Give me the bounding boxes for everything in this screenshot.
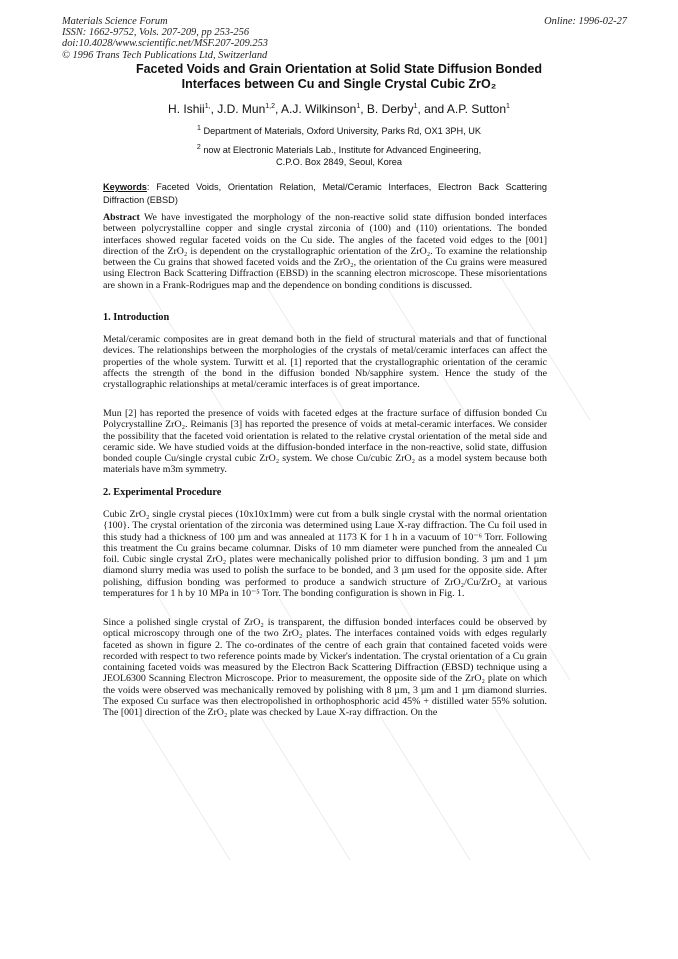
experimental-paragraph-1: Cubic ZrO₂ single crystal pieces (10x10x1mm) were cut from a bulk single crystal with the normal orientation {100}. The crystal orientation of the zirconia was determined using Laue X-ray diffraction. The Cu foil used in this study had a thickness of 100 µm and was annealed at 1173 K for 1 h in a vacuum of 10⁻⁶ Torr. Following this treatment the Cu grains became columnar. Disks of 10 mm diameter were punched from the annealed Cu foil. Cubic single crystal ZrO₂ plates were mechanically polished prior to diffusion bonding. 3 µm and 1 µm diamond slurry media was used to polish the surface to be bonded, and 3 µm used for the opposite side. After polishing, diffusion bonding was performed to produce a sandwich structure of ZrO₂/Cu/ZrO₂ at various temperatures for 1 h by 10 MPa in 10⁻⁵ Torr. The bonding configuration is shown in Fig. 1.	[103, 509, 547, 600]
journal-name: Materials Science Forum	[62, 16, 168, 27]
affiliation-1-text: Department of Materials, Oxford University, Parks Rd, OX1 3PH, UK	[203, 126, 482, 136]
affiliation-2-marker: 2	[196, 143, 201, 151]
keywords	[103, 181, 547, 206]
abstract	[103, 212, 547, 291]
affiliation-1	[0, 126, 678, 138]
author-1-affiliation: 1,	[204, 103, 211, 110]
author-2: , J.D. Mun	[210, 102, 266, 116]
author-4: , B. Derby	[360, 102, 414, 116]
section-2-heading: 2. Experimental Procedure	[103, 487, 222, 498]
author-4-affiliation: 1	[413, 103, 418, 110]
author-5: , and A.P. Sutton	[417, 102, 507, 116]
author-3-affiliation: 1	[356, 103, 361, 110]
issn-line: ISSN: 1662-9752, Vols. 207-209, pp 253-256	[62, 27, 250, 39]
publication-header	[62, 16, 268, 61]
abstract-label: Abstract	[103, 212, 140, 223]
author-1: H. Ishii	[168, 102, 205, 116]
affiliation-2-line-1: now at Electronic Materials Lab., Institute for Advanced Engineering,	[203, 145, 482, 155]
intro-paragraph-1: Metal/ceramic composites are in great demand both in the field of structural materials and that of functional devices. The relationships between the morphologies of the crystals of metal/ceramic interfaces can affect the properties of the whole system. Turwitt et al. [1] reported that the crystallographic orientation of the ceramic affects the strength of the bond in the diffusion bonded Nb/sapphire system. Hence the study of the crystallographic relationships at metal/ceramic interfaces is of great importance.	[103, 334, 547, 391]
abstract-text: We have investigated the morphology of the non-reactive solid state diffusion bonded interfaces between polycrystalline copper and single crystal zirconia of (100) and (110) orientations. The bonded interfaces showed regular faceted voids on the Cu side. The angles of the faceted void edges to the [001] direction of the ZrO₂ is dependent on the crystallographic orientation of the ZrO₂. To examine the relationship between the Cu grains that showed faceted voids and the ZrO₂, the orientation of the Cu grains were measured using Electron Back Scattering Diffraction (EBSD) in the scanning electron microscope. These misorientations are shown in a Frank-Rodrigues map and the dependence on bonding conditions is discussed.	[103, 212, 547, 291]
experimental-paragraph-2: Since a polished single crystal of ZrO₂ is transparent, the diffusion bonded interfaces could be observed by optical microscopy through one of the two ZrO₂ plates. The interfaces contained voids with edges regularly faceted as shown in figure 2. The co-ordinates of the centre of each grain that contained faceted voids were recorded with respect to two reference points made by Vicker's indentation. The crystal orientation of a Cu grain containing faceted voids was measured by the Electron Back Scattering Diffraction (EBSD) technique using a JEOL6300 Scanning Electron Microscope. Prior to measurement, the opposite side of the ZrO₂ plate on which the voids were observed was mechanically removed by polishing with 8 µm, 3 µm and 1 µm diamond slurries. The exposed Cu surface was then electropolished in orthophosphoric acid 45% + distilled water 55% solution. The [001] direction of the ZrO₂ plate was checked by Laue X-ray diffraction. On the	[103, 617, 547, 719]
title-line-2: Interfaces between Cu and Single Crystal Cubic ZrO₂	[181, 77, 497, 91]
author-list	[0, 102, 678, 116]
affiliation-1-marker: 1	[196, 124, 201, 132]
copyright-line: © 1996 Trans Tech Publications Ltd, Switzerland	[62, 49, 268, 61]
affiliation-2-line-2: C.P.O. Box 2849, Seoul, Korea	[276, 156, 402, 167]
intro-paragraph-2: Mun [2] has reported the presence of voids with faceted edges at the fracture surface of diffusion bonded Cu Polycrystalline ZrO₂. Reimanis [3] has reported the presence of voids at metal-ceramic interfaces. We consider the possibility that the faceted void orientation is related to the relative crystal orientation of the metal side and ceramic side. We have studied voids at the diffusion-bonded interface in the non-reactive, solid state, diffusion bonded couple Cu/single crystal cubic ZrO₂ system. We chose Cu/cubic ZrO₂ as a model system because both materials have m3m symmetry.	[103, 408, 547, 476]
author-5-affiliation: 1	[506, 103, 510, 110]
paper-title	[0, 62, 678, 92]
online-date: Online: 1996-02-27	[544, 16, 627, 27]
keywords-text: : Faceted Voids, Orientation Relation, Metal/Ceramic Interfaces, Electron Back Scattering Diffraction (EBSD)	[103, 182, 547, 205]
doi-line: doi:10.4028/www.scientific.net/MSF.207-209.253	[62, 38, 268, 50]
author-2-affiliation: 1,2	[265, 103, 275, 110]
keywords-label: Keywords	[103, 182, 147, 192]
section-1-heading: 1. Introduction	[103, 312, 170, 323]
author-3: , A.J. Wilkinson	[274, 102, 357, 116]
affiliation-2	[0, 145, 678, 168]
title-line-1: Faceted Voids and Grain Orientation at Solid State Diffusion Bonded	[135, 62, 543, 76]
